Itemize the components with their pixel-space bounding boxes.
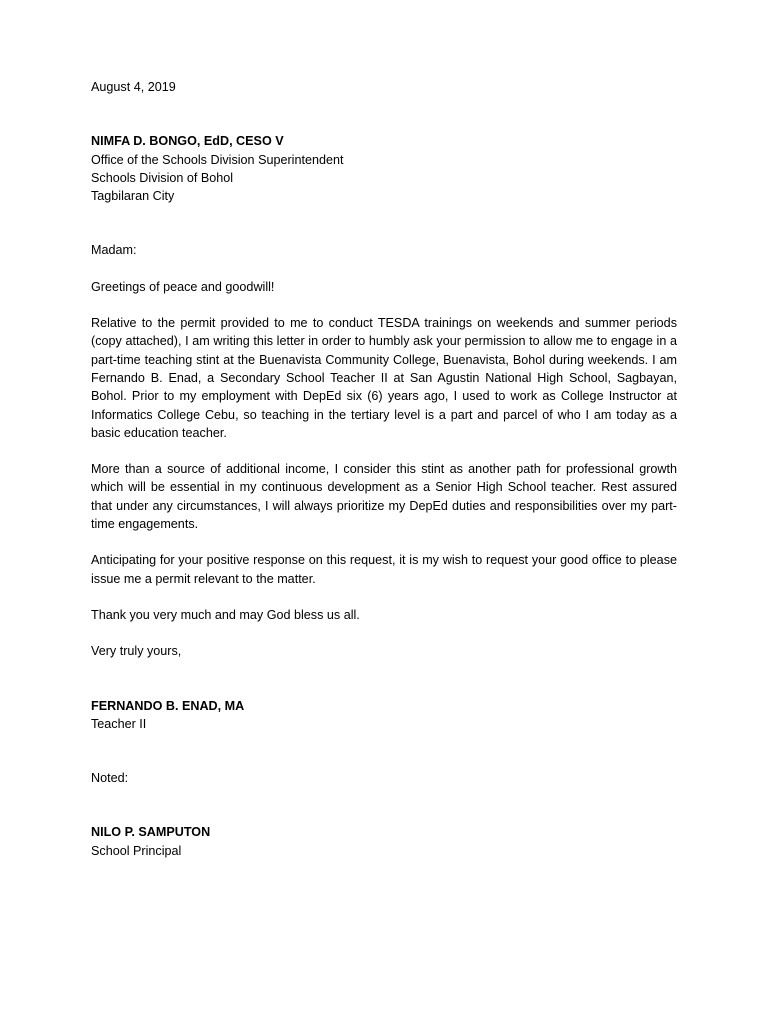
salutation: Madam: [91,243,137,258]
signer-block [91,697,677,734]
principal-title: School Principal [91,843,182,858]
recipient-name: NIMFA D. BONGO, EdD, CESO V [91,134,284,149]
signer-name: FERNANDO B. ENAD, MA [91,698,245,713]
letter-date: August 4, 2019 [91,80,176,94]
letter-body [91,78,677,860]
paragraph-anticipation: Anticipating for your positive response on this request, it is my wish to request your good office to please issue me a permit relevant to the matter. [91,553,677,586]
paragraph-request: Relative to the permit provided to me to conduct TESDA trainings on weekends and summer periods (copy attached), I am writing this letter in order to humbly ask your permission to allow me to engage in a part-time teaching stint at the Buenavista Community College, Buenavista, Bohol during weekends. I am Fernando B. Enad, a Secondary School Teacher II at San Agustin National High School, Sagbayan, Bohol. Prior to my employment with DepEd six (6) years ago, I used to work as College Instructor at Informatics College Cebu, so teaching in the tertiary level is a part and parcel of who I am today as a basic education teacher. [91,316,677,440]
recipient-division: Schools Division of Bohol [91,170,234,185]
greeting: Greetings of peace and goodwill! [91,279,275,294]
paragraph-growth: More than a source of additional income, I consider this stint as another path for professional growth which will be essential in my continuous development as a Senior High School teacher. Rest assured that under any circumstances, I will always prioritize my DepEd duties and responsibilities over my part-time engagements. [91,462,677,532]
closing-line: Very truly yours, [91,644,182,659]
noted-by-block [91,823,677,860]
thanks-line: Thank you very much and may God bless us all. [91,607,360,622]
recipient-city: Tagbilaran City [91,189,175,204]
signer-title: Teacher II [91,716,147,731]
recipient-block [91,132,677,205]
noted-label: Noted: [91,771,129,786]
principal-name: NILO P. SAMPUTON [91,825,211,840]
recipient-office: Office of the Schools Division Superintendent [91,152,344,167]
